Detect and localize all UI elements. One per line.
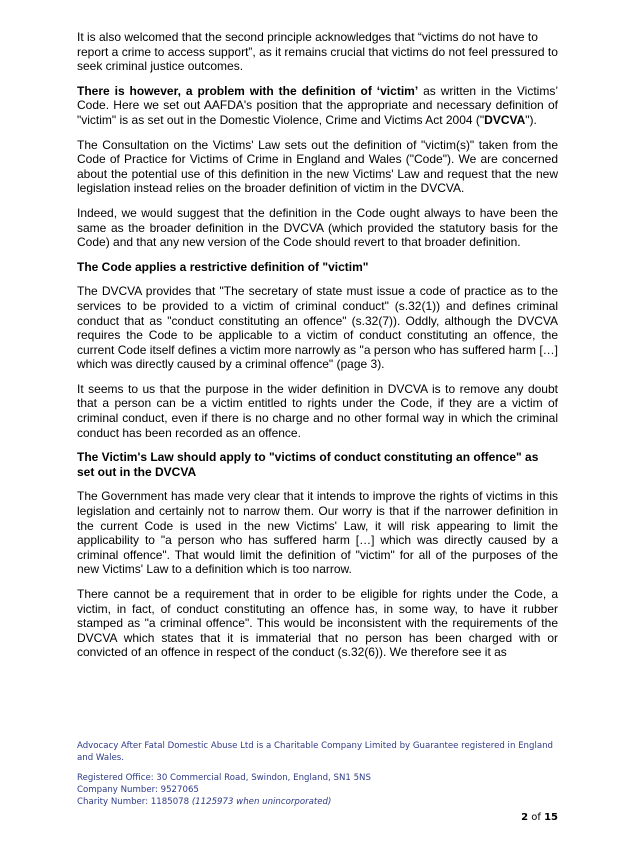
footer-company-number: Company Number: 9527065 [77,785,199,795]
paragraph-2 [77,84,558,128]
page-total: 15 [544,812,558,823]
paragraph-6: It seems to us that the purpose in the wider definition in DVCVA is to remove any doubt that a person can be a victim entitled to rights under the Code, if they are a victim of criminal conduct, even if there is no charge and no other formal way in which the criminal conduct has been recorded as an offence. [77,381,558,440]
paragraph-2-bold-lead: There is however, a problem with the definition of ‘victim’ [77,83,419,98]
paragraph-8: There cannot be a requirement that in order to be eligible for rights under the Code, a victim, in fact, of conduct constituting an offence has, in some way, to have it rubber stamped as "a criminal offence". This would be inconsistent with the requirements of the DVCVA which states that it is immaterial that no person has been charged with or convicted of an offence in respect of the conduct (s.32(6)). We therefore see it as [77,587,558,660]
body-text [77,30,558,670]
paragraph-2-close: "). [525,112,537,127]
footer-registered-office: Registered Office: 30 Commercial Road, Swindon, England, SN1 5NS [77,773,371,783]
paragraph-2-bold-abbrev: DVCVA [484,112,526,127]
paragraph-1: It is also welcomed that the second principle acknowledges that “victims do not have to report a crime to access support”, as it remains crucial that victims do not feel pressured to seek criminal justice outcomes. [77,30,558,74]
heading-victims-law: The Victim's Law should apply to "victims of conduct constituting an offence" as set out in the DVCVA [77,450,539,479]
footer-company-statement: Advocacy After Fatal Domestic Abuse Ltd is a Charitable Company Limited by Guarantee registered in England and Wales. [77,741,554,763]
paragraph-2-text: as written in the Victims’ Code. Here we set out AAFDA's position that the appropriate and necessary definition of "victim" is as set out in the Domestic Violence, Crime and Victims Act 2004 (" [77,83,558,127]
paragraph-3: The Consultation on the Victims' Law sets out the definition of "victim(s)" taken from the Code of Practice for Victims of Crime in England and Wales ("Code"). We are concerned about the potential use of this definition in the new Victims' Law and request that the new legislation instead relies on the broader definition of victim in the DVCVA. [77,137,558,196]
footer [77,740,558,808]
footer-charity-number [77,796,558,808]
page-current: 2 [521,812,529,823]
heading-restrictive-definition: The Code applies a restrictive definition of "victim" [77,259,369,274]
footer-charity-note: (1125973 when unincorporated) [191,797,332,807]
paragraph-5: The DVCVA provides that "The secretary of state must issue a code of practice as to the services to be provided to a victim of criminal conduct" (s.32(1)) and defines criminal conduct that as "conduct constituting an offence" (s.32(7)). Oddly, although the DVCVA requires the Code to be applicable to a victim of conduct constituting an offence, the current Code itself defines a victim more narrowly as "a person who has suffered harm […] which was directly caused by a criminal offence" (page 3). [77,284,558,372]
footer-charity-number-text: Charity Number: 1185078 [77,797,192,807]
paragraph-7: The Government has made very clear that it intends to improve the rights of victims in this legislation and certainly not to narrow them. Our worry is that if the narrower definition in the current Code is used in the new Victims' Law, it will risk appearing to limit the applicability to "a person who has suffered harm […] which was directly caused by a criminal offence". That would limit the definition of "victim" for all of the purposes of the new Victims' Law to a definition which is too narrow. [77,489,558,577]
page-number [521,812,558,823]
page-of-label: of [528,812,545,823]
paragraph-4: Indeed, we would suggest that the definition in the Code ought always to have been the same as the broader definition in the DVCVA (which provided the statutory basis for the Code) and that any new version of the Code should revert to that broader definition. [77,205,558,250]
